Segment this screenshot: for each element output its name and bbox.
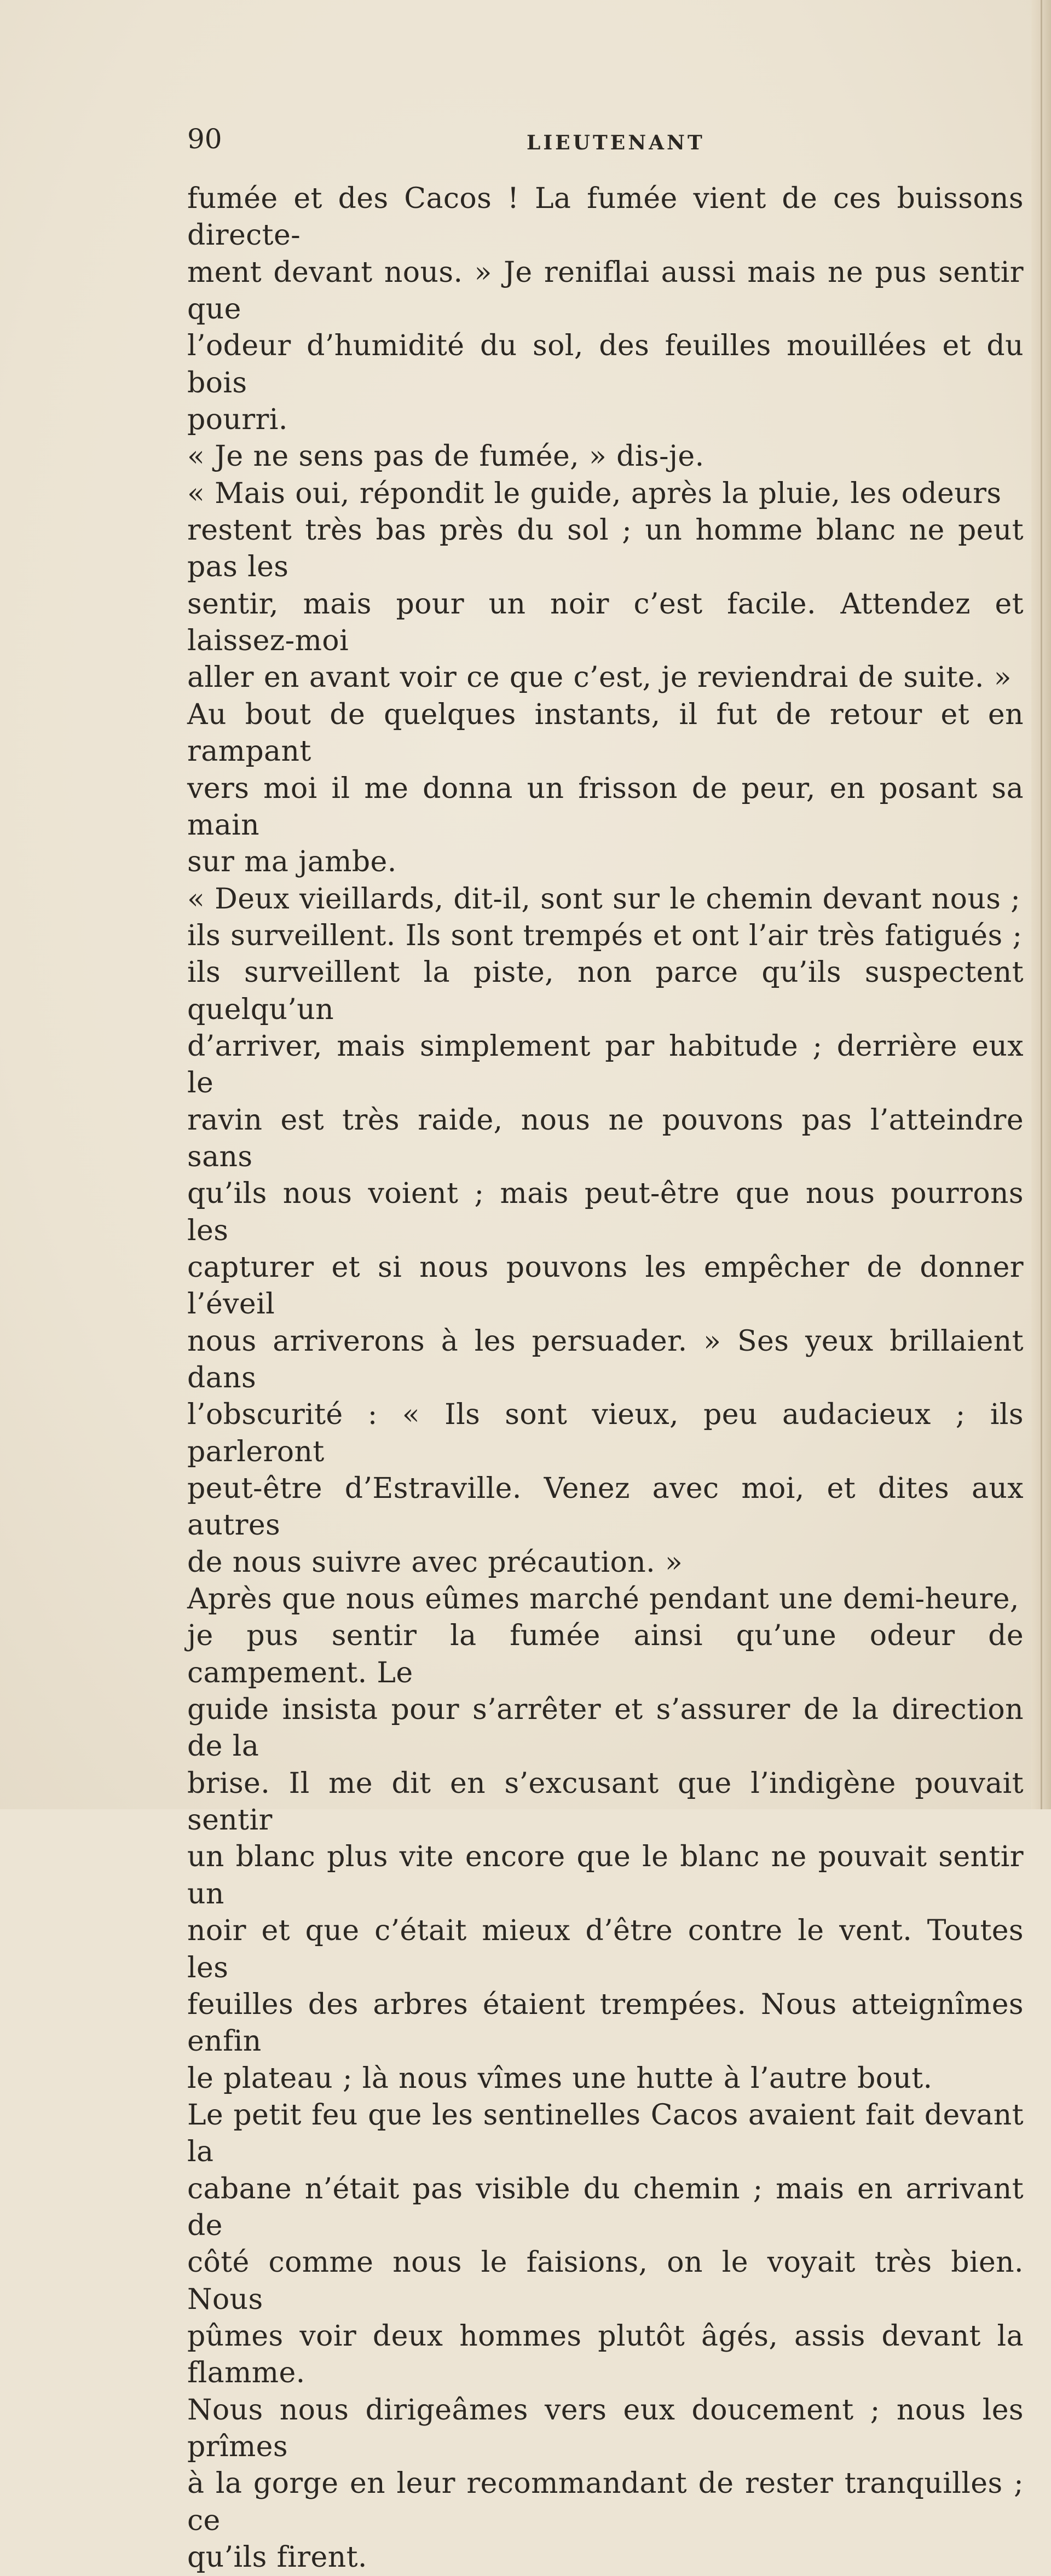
page-edge-line bbox=[1041, 0, 1042, 1809]
paragraph: Au bout de quelques instants, il fut de retour et en rampant vers moi il me donna un frisson de peur, en posant sa main sur ma jambe. bbox=[187, 698, 1024, 879]
page-header bbox=[187, 121, 981, 165]
paragraph: « Deux vieillards, dit-il, sont sur le chemin devant nous ; ils surveillent. Ils sont trempés et ont l’air très fatigués ; ils surveillent la piste, non parce qu’ils suspectent quelqu’un d’arriver, mais simplement par habitude ; derrière eux le ravin est très raide, nous ne pouvons pas l’atteindre sans qu’ils nous voient ; mais peut-être que nous pourrons les capturer et si nous pouvons les empêcher de donner l’éveil nous arriverons à les persuader. » Ses yeux brillaient dans l’obscurité : « Ils sont vieux, peu audacieux ; ils parleront peut-être d’Estraville. Venez avec moi, et dites aux autres de nous suivre avec précaution. » bbox=[187, 882, 1024, 1579]
running-head: LIEUTENANT bbox=[527, 131, 705, 154]
paragraph: Après que nous eûmes marché pendant une demi-heure, je pus sentir la fumée ainsi qu’une odeur de campement. Le guide insista pour s’arrêter et s’assurer de la direction de la brise. Il me dit en s’excusant que l’indigène pouvait sentir un blanc plus vite encore que le blanc ne pouvait sentir un noir et que c’était mieux d’être contre le vent. Toutes les feuilles des arbres étaient trempées. Nous atteignîmes enfin le plateau ; là nous vîmes une hutte à l’autre bout. bbox=[187, 1583, 1024, 2095]
paragraph: fumée et des Cacos ! La fumée vient de ces buissons directe- ment devant nous. » Je reniflai aussi mais ne pus sentir que l’odeur d’humidité du sol, des feuilles mouillées et du bois pourri. bbox=[187, 182, 1024, 437]
paragraph: « Je ne sens pas de fumée, » dis-je. bbox=[187, 440, 704, 473]
paragraph: « Mais oui, répondit le guide, après la pluie, les odeurs restent très bas près du sol ; un homme blanc ne peut pas les sentir, mais pour un noir c’est facile. Attendez et laissez-moi aller en avant voir ce que c’est, je reviendrai de suite. » bbox=[187, 477, 1024, 694]
body-text bbox=[187, 181, 1024, 2576]
paragraph: Le petit feu que les sentinelles Cacos avaient fait devant la cabane n’était pas visible du chemin ; mais en arrivant de côté comme nous le faisions, on le voyait très bien. Nous pûmes voir deux hommes plutôt âgés, assis devant la flamme. Nous nous dirigeâmes vers eux doucement ; nous les prîmes à la gorge en leur recommandant de rester tranquilles ; ce qu’ils firent. bbox=[187, 2098, 1024, 2574]
page-number: 90 bbox=[187, 123, 222, 155]
